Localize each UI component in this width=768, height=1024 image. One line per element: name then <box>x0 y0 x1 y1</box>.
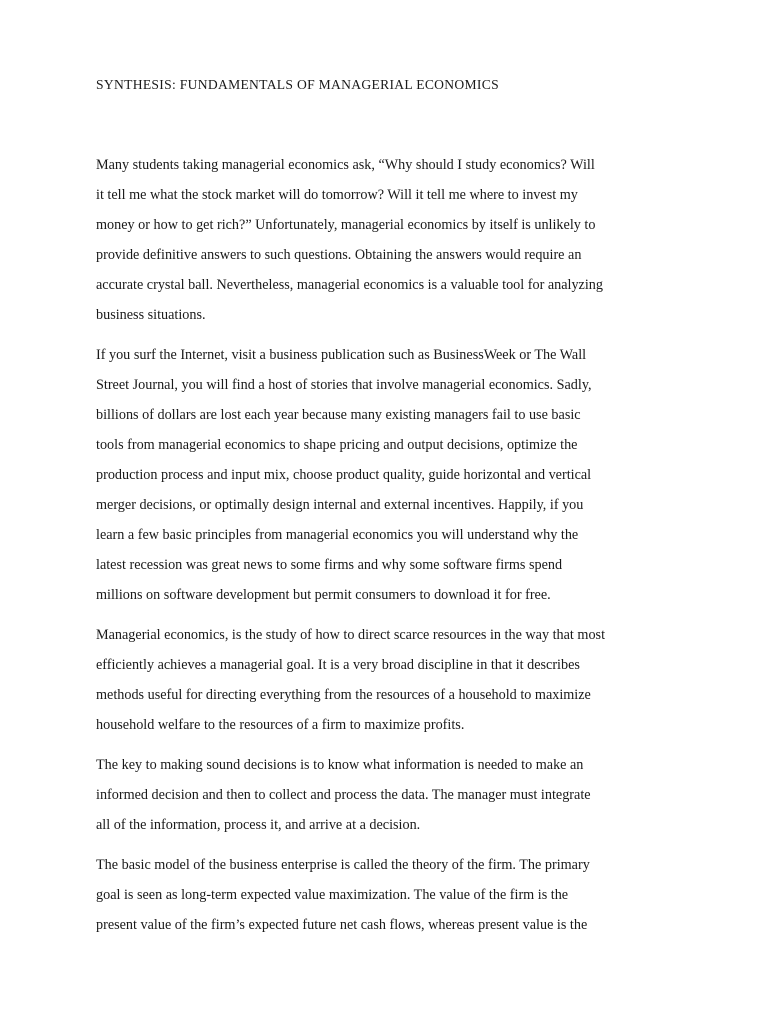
text-line: The basic model of the business enterprise is called the theory of the firm. The primary <box>96 857 590 873</box>
text-line: informed decision and then to collect and process the data. The manager must integrate <box>96 787 591 803</box>
document-body <box>96 150 696 950</box>
text-line: The key to making sound decisions is to know what information is needed to make an <box>96 757 584 773</box>
paragraph-2 <box>96 340 696 610</box>
document-title: SYNTHESIS: FUNDAMENTALS OF MANAGERIAL ECONOMICS <box>96 77 499 92</box>
text-line: efficiently achieves a managerial goal. It is a very broad discipline in that it describes <box>96 657 580 673</box>
text-line: Managerial economics, is the study of how to direct scarce resources in the way that most <box>96 627 606 643</box>
text-line: production process and input mix, choose product quality, guide horizontal and vertical <box>96 467 592 483</box>
paragraph-3 <box>96 620 696 740</box>
paragraph-5 <box>96 850 696 940</box>
text-line: Many students taking managerial economics ask, “Why should I study economics? Will <box>96 157 595 173</box>
text-line: it tell me what the stock market will do tomorrow? Will it tell me where to invest my <box>96 187 578 203</box>
text-line: tools from managerial economics to shape pricing and output decisions, optimize the <box>96 437 578 453</box>
text-line: merger decisions, or optimally design internal and external incentives. Happily, if you <box>96 497 584 513</box>
text-line: business situations. <box>96 307 206 323</box>
text-line: present value of the firm’s expected future net cash flows, whereas present value is the <box>96 917 588 933</box>
text-line: Street Journal, you will find a host of stories that involve managerial economics. Sadly, <box>96 377 592 393</box>
text-line: money or how to get rich?” Unfortunately, managerial economics by itself is unlikely to <box>96 217 596 233</box>
text-line: accurate crystal ball. Nevertheless, managerial economics is a valuable tool for analyzing <box>96 277 603 293</box>
text-line: goal is seen as long-term expected value maximization. The value of the firm is the <box>96 887 569 903</box>
text-line: learn a few basic principles from managerial economics you will understand why the <box>96 527 579 543</box>
paragraph-1 <box>96 150 696 330</box>
paragraph-4 <box>96 750 696 840</box>
text-line: methods useful for directing everything from the resources of a household to maximize <box>96 687 591 703</box>
text-line: billions of dollars are lost each year because many existing managers fail to use basic <box>96 407 581 423</box>
text-line: all of the information, process it, and arrive at a decision. <box>96 817 421 833</box>
text-line: provide definitive answers to such questions. Obtaining the answers would require an <box>96 247 582 263</box>
text-line: millions on software development but permit consumers to download it for free. <box>96 587 551 603</box>
text-line: If you surf the Internet, visit a business publication such as BusinessWeek or The Wall <box>96 347 587 363</box>
text-line: latest recession was great news to some firms and why some software firms spend <box>96 557 563 573</box>
text-line: household welfare to the resources of a firm to maximize profits. <box>96 717 465 733</box>
